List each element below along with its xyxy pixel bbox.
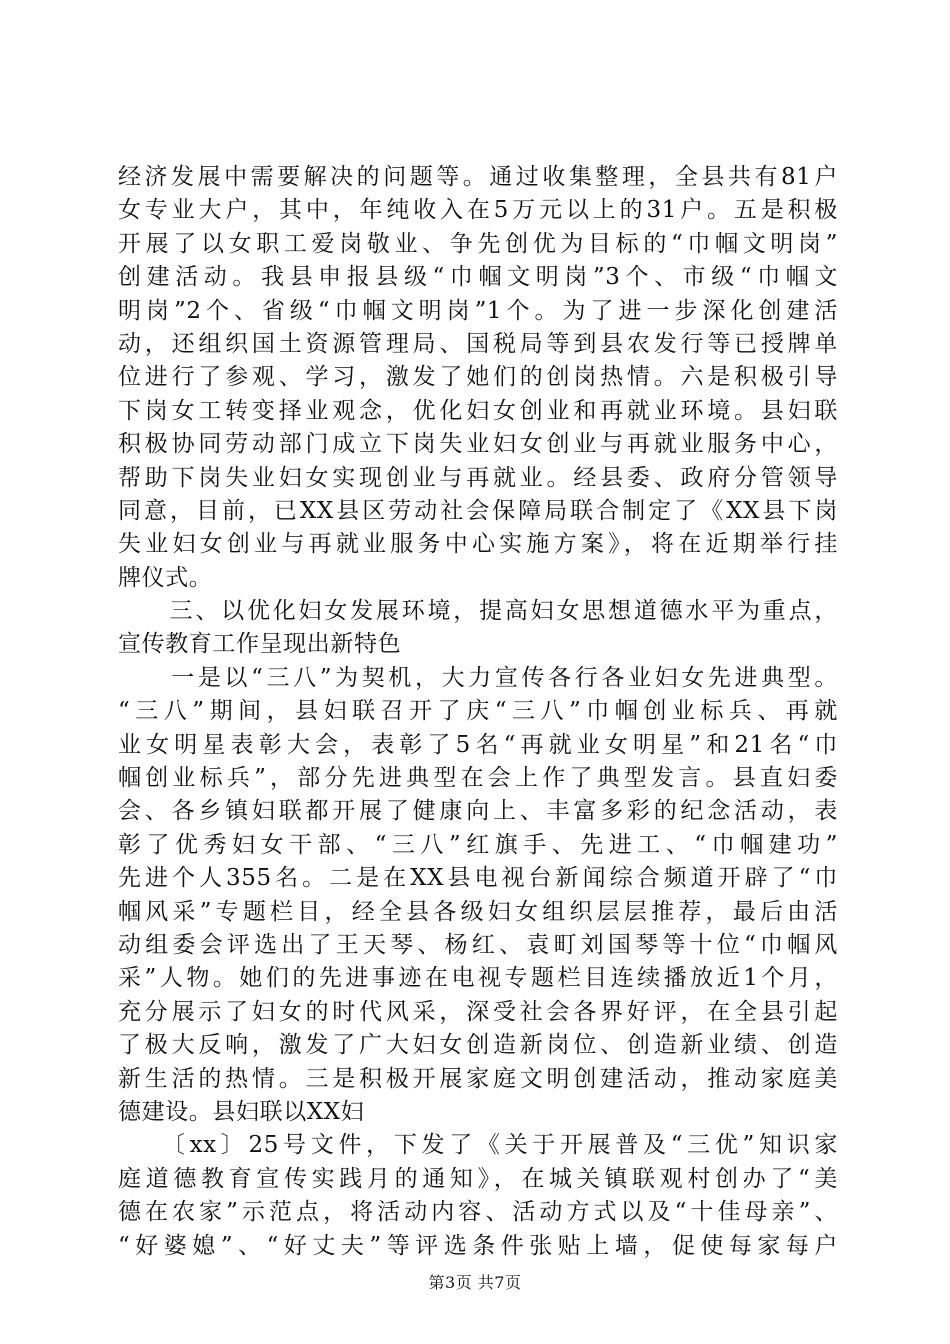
text-line: 采”人物。她们的先进事迹在电视专题栏目连续播放近1个月，: [118, 965, 838, 992]
text-line: 失业妇女创业与再就业服务中心实施方案》，将在近期举行挂: [118, 531, 838, 558]
text-line: 创建活动。我县申报县级“巾帼文明岗”3个、市级“巾帼文: [118, 264, 838, 291]
text-line: “三八”期间，县妇联召开了庆“三八”巾帼创业标兵、再就: [118, 698, 838, 725]
text-line: 先进个人355名。二是在XX县电视台新闻综合频道开辟了“巾: [118, 865, 838, 892]
text-line: 帼创业标兵”，部分先进典型在会上作了典型发言。县直妇委: [118, 765, 838, 792]
text-line: 了极大反响，激发了广大妇女创造新岗位、创造新业绩、创造: [118, 1032, 838, 1059]
text-line: 帮助下岗失业妇女实现创业与再就业。经县委、政府分管领导: [118, 464, 838, 491]
text-line: 业女明星表彰大会，表彰了5名“再就业女明星”和21名“巾: [118, 731, 838, 758]
text-line: 动组委会评选出了王天琴、杨红、袁町刘国琴等十位“巾帼风: [118, 931, 838, 958]
text-line: 女专业大户，其中，年纯收入在5万元以上的31户。五是积极: [118, 197, 838, 224]
text-line: 三、以优化妇女发展环境，提高妇女思想道德水平为重点，: [118, 598, 838, 625]
text-line: 动，还组织国土资源管理局、国税局等到县农发行等已授牌单: [118, 330, 838, 357]
text-line: 〔xx〕25号文件，下发了《关于开展普及“三优”知识家: [118, 1132, 838, 1159]
page-footer: 第3页 共7页: [428, 1273, 522, 1292]
text-line: 德在农家”示范点，将活动内容、活动方式以及“十佳母亲”、: [118, 1199, 838, 1226]
text-line: 庭道德教育宣传实践月的通知》，在城关镇联观村创办了“美: [118, 1165, 838, 1192]
text-line: 德建设。县妇联以XX妇: [118, 1098, 365, 1125]
text-line: 积极协同劳动部门成立下岗失业妇女创业与再就业服务中心，: [118, 431, 838, 458]
text-line: 同意，目前，已XX县区劳动社会保障局联合制定了《XX县下岗: [118, 497, 838, 524]
text-line: 充分展示了妇女的时代风采，深受社会各界好评，在全县引起: [118, 998, 838, 1025]
text-line: 一是以“三八”为契机，大力宣传各行各业妇女先进典型。: [118, 664, 838, 691]
text-line: 新生活的热情。三是积极开展家庭文明创建活动，推动家庭美: [118, 1065, 838, 1092]
text-line: 明岗”2个、省级“巾帼文明岗”1个。为了进一步深化创建活: [118, 297, 838, 324]
text-line: 牌仪式。: [118, 564, 213, 591]
text-line: 帼风采”专题栏目，经全县各级妇女组织层层推荐，最后由活: [118, 898, 838, 925]
text-line: “好婆媳”、“好丈夫”等评选条件张贴上墙，促使每家每户: [118, 1232, 838, 1259]
body-text: [118, 161, 838, 1263]
text-line: 位进行了参观、学习，激发了她们的创岗热情。六是积极引导: [118, 364, 838, 391]
text-line: 会、各乡镇妇联都开展了健康向上、丰富多彩的纪念活动，表: [118, 798, 838, 825]
text-line: 彰了优秀妇女干部、“三八”红旗手、先进工、“巾帼建功”: [118, 831, 838, 858]
text-line: 开展了以女职工爱岗敬业、争先创优为目标的“巾帼文明岗”: [118, 230, 838, 257]
text-line: 下岗女工转变择业观念，优化妇女创业和再就业环境。县妇联: [118, 397, 838, 424]
text-line: 经济发展中需要解决的问题等。通过收集整理，全县共有81户: [118, 164, 838, 190]
text-line: 宣传教育工作呈现出新特色: [118, 631, 402, 658]
